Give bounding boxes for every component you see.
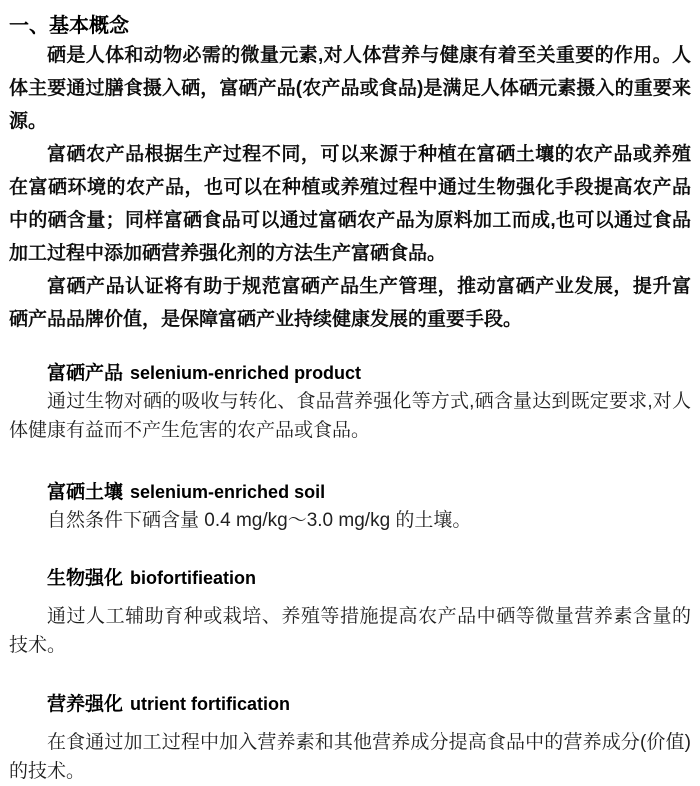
- term-definition: 在食通过加工过程中加入营养素和其他营养成分提高食品中的营养成分(价值)的技术。: [9, 732, 691, 782]
- term-name-en: biofortifieation: [130, 568, 256, 588]
- term-name-zh: 生物强化: [47, 568, 124, 589]
- term-name-zh: 富硒土壤: [47, 482, 124, 503]
- term-definition: 通过生物对硒的吸收与转化、食品营养强化等方式,硒含量达到既定要求,对人体健康有益而不产生危害的农产品或食品。: [9, 391, 691, 441]
- term-section-selenium-enriched-product: [9, 360, 691, 445]
- term-definition: 自然条件下硒含量 0.4 mg/kg～3.0 mg/kg 的土壤。: [47, 510, 472, 531]
- term-name-en: selenium-enriched product: [130, 363, 362, 383]
- term-name-en: utrient fortification: [130, 694, 291, 714]
- production-paragraph: 富硒农产品根据生产过程不同，可以来源于种植在富硒土壤的农产品或养殖在富硒环境的农产品，也可以在种植或养殖过程中通过生物强化手段提高农产品中的硒含量；同样富硒食品可以通过富硒农产品为原料加工而成,也可以通过食品加工过程中添加硒营养强化剂的方法生产富硒食品。: [9, 144, 691, 264]
- intro-paragraph: 硒是人体和动物必需的微量元素,对人体营养与健康有着至关重要的作用。人体主要通过膳食摄入硒，富硒产品(农产品或食品)是满足人体硒元素摄入的重要来源。: [9, 45, 691, 132]
- term-name-zh: 富硒产品: [47, 363, 124, 384]
- certification-paragraph: 富硒产品认证将有助于规范富硒产品生产管理，推动富硒产业发展，提升富硒产品品牌价值，是保障富硒产业持续健康发展的重要手段。: [9, 276, 691, 330]
- term-heading: [9, 479, 691, 506]
- term-section-nutrient-fortification: [9, 691, 691, 786]
- term-section-biofortification: [9, 565, 691, 660]
- section-heading: 一、基本概念: [9, 15, 129, 37]
- term-heading: [9, 691, 691, 718]
- term-name-en: selenium-enriched soil: [130, 482, 326, 502]
- term-name-zh: 营养强化: [47, 694, 124, 715]
- term-definition: 通过人工辅助育种或栽培、养殖等措施提高农产品中硒等微量营养素含量的技术。: [9, 606, 691, 656]
- term-heading: [9, 360, 691, 387]
- term-section-selenium-enriched-soil: [9, 479, 691, 535]
- term-heading: [9, 565, 691, 592]
